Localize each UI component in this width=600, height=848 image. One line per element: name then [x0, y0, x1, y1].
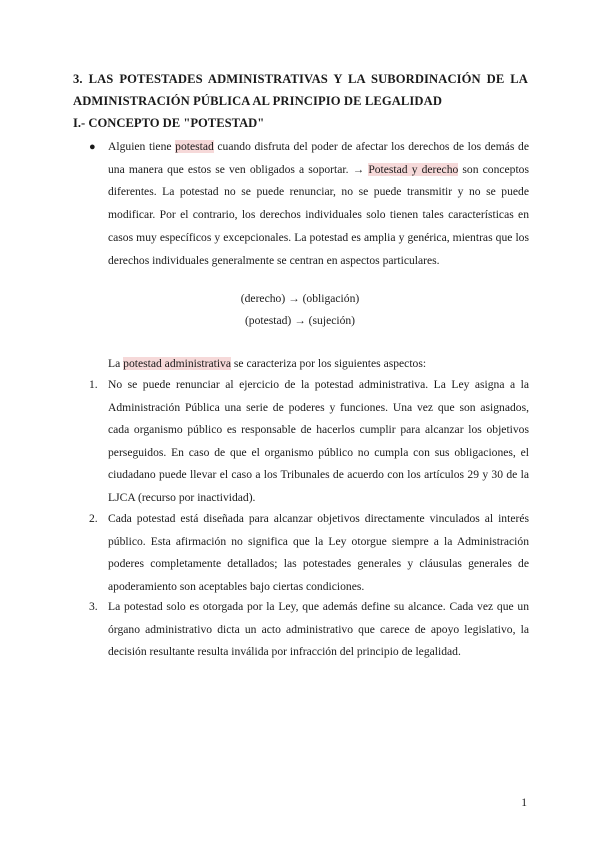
- bullet-paragraph: [89, 136, 529, 272]
- list-item: [89, 374, 529, 509]
- title-line-2: ADMINISTRACIÓN PÚBLICA AL PRINCIPIO DE LEGALIDAD: [73, 94, 443, 108]
- list-item-text: La potestad solo es otorgada por la Ley, que además define su alcance. Cada vez que un órgano administrativo dicta un acto administrativo que carece de apoyo legislativo, la decisión resultante resulta inválida por infracción del principio de legalidad.: [108, 600, 529, 658]
- list-item-number: 1.: [89, 378, 98, 391]
- bullet-text: [108, 136, 529, 272]
- intro-part-2: se caracteriza por los siguientes aspectos:: [231, 357, 427, 370]
- formula-derecho: (derecho) → (obligación): [240, 292, 360, 305]
- list-item-number: 3.: [89, 600, 98, 613]
- list-item: [89, 596, 529, 664]
- highlight-potestad-derecho: Potestad y derecho: [368, 162, 459, 176]
- list-item-text: Cada potestad está diseñada para alcanzar objetivos directamente vinculados al interés público. Esta afirmación no significa que la Ley otorgue siempre a la Administración poderes completamente detallados; las potestades generales y cláusulas generales de apoderamiento son aceptables bajo ciertas condiciones.: [108, 512, 529, 593]
- highlight-potestad: potestad: [175, 140, 214, 153]
- list-item-text: No se puede renunciar al ejercicio de la potestad administrativa. La Ley asigna a la Administración Pública una serie de poderes y funciones. Una vez que son asignados, cada organismo público es responsable de hacerlos cumplir para alcanzar los objetivos perseguidos. En caso de que el organismo público no cumpla con sus obligaciones, el ciudadano puede llevar el caso a los Tribunales de acuerdo con los artículos 29 y 30 de la LJCA (recurso por inactividad).: [108, 378, 529, 504]
- title-line-1: 3. LAS POTESTADES ADMINISTRATIVAS Y LA SUBORDINACIÓN DE LA: [73, 72, 528, 86]
- page-number: 1: [521, 796, 527, 809]
- section-heading: I.- CONCEPTO DE "POTESTAD": [73, 116, 265, 130]
- bullet-text-part-2: cuando disfruta del poder de afectar los derechos de los demás de una manera que estos se ven obligados a soportar. →: [108, 140, 529, 176]
- bullet-text-part-1: Alguien tiene: [108, 140, 176, 153]
- intro-sentence: [108, 353, 528, 375]
- list-item-number: 2.: [89, 512, 98, 525]
- list-item: [89, 508, 529, 598]
- bullet-marker: ●: [89, 141, 96, 153]
- highlight-potestad-administrativa: potestad administrativa: [123, 357, 231, 370]
- bullet-text-part-3: son conceptos diferentes. La potestad no se puede renunciar, no se puede transmitir y no se puede modificar. Por el contrario, los derechos individuales solo tienen tales características en casos muy específicos y excepcionales. La potestad es amplia y genérica, mientras que los derechos individuales generalmente se centran en aspectos particulares.: [108, 162, 529, 267]
- formula-potestad: (potestad) → (sujeción): [244, 314, 356, 327]
- document-title: [73, 68, 528, 112]
- intro-part-1: La: [108, 357, 124, 370]
